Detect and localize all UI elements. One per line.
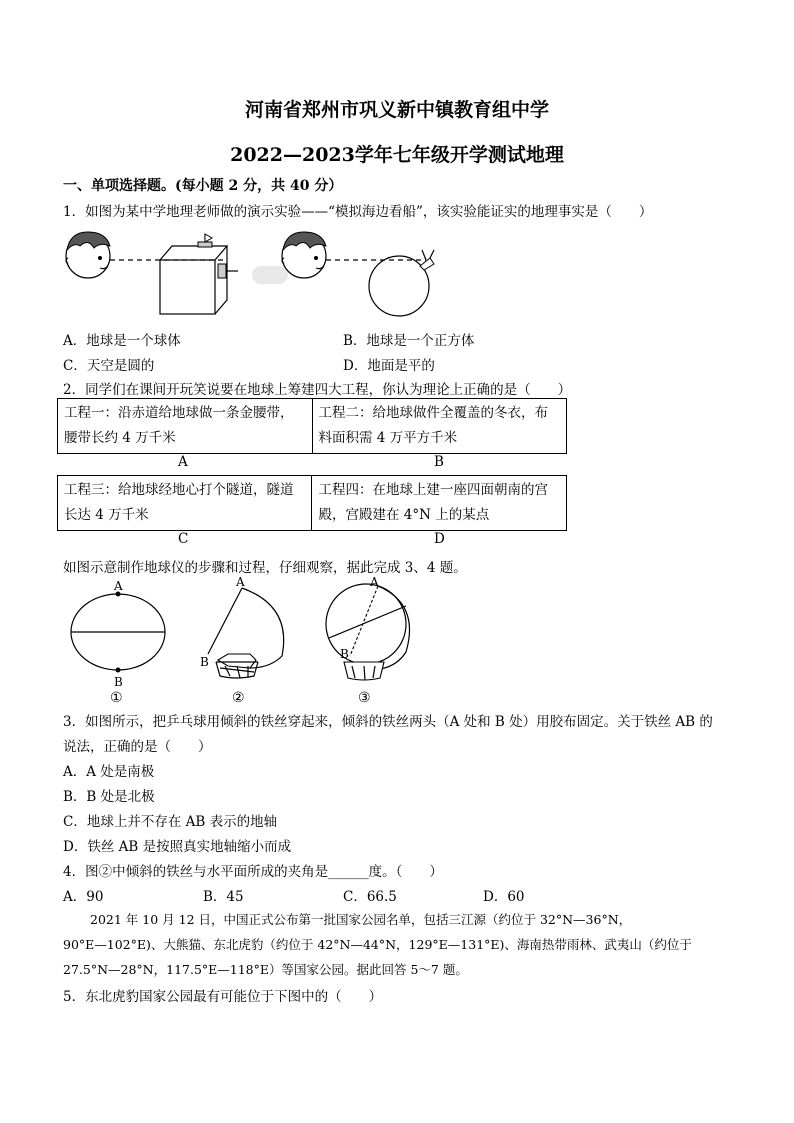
project-table-bottom xyxy=(57,475,567,531)
page-subtitle: 2022—2023学年七年级开学测试地理 xyxy=(230,144,564,166)
question-3-option-a: A．A 处是南极 xyxy=(63,764,155,780)
step2-label-a: A xyxy=(236,575,245,589)
question-5-stem: 5．东北虎豹国家公园最有可能位于下图中的（ ） xyxy=(63,989,383,1005)
project-table-top xyxy=(57,398,567,454)
question-3-stem-line1: 3．如图所示，把乒乓球用倾斜的铁丝穿起来，倾斜的铁丝两头（A 处和 B 处）用胶布固定。关于铁丝 AB 的 xyxy=(63,714,713,730)
globe-step-1 xyxy=(71,592,165,673)
question-4-option-d: D．60 xyxy=(483,889,525,905)
question-1-option-d: D．地面是平的 xyxy=(343,358,435,374)
question-1-stem: 1．如图为某中学地理老师做的演示实验——“模拟海边看船”，该实验能证实的地理事实是（ ） xyxy=(63,204,653,220)
question-3-option-b: B．B 处是北极 xyxy=(63,789,155,805)
project-2-cell: 工程二：给地球做件全覆盖的冬衣，布料面积需 4 万平方千米 xyxy=(312,399,567,454)
ship-experiment-figure xyxy=(60,220,460,320)
project-1-cell: 工程一：沿赤道给地球做一条金腰带，腰带长约 4 万千米 xyxy=(58,399,313,454)
question-3-option-d: D．铁丝 AB 是按照真实地轴缩小而成 xyxy=(63,839,292,855)
step3-number: ③ xyxy=(358,690,371,706)
choice-label-c: C xyxy=(178,531,189,547)
passage-line-1: 2021 年 10 月 12 日，中国正式公布第一批国家公园名单，包括三江源（约位于 32°N—36°N， xyxy=(90,912,632,927)
globe-step-2 xyxy=(208,588,284,678)
question-1-option-b: B．地球是一个正方体 xyxy=(343,333,475,349)
question-2-stem: 2．同学们在课间开玩笑说要在地球上筹建四大工程，你认为理论上正确的是（ ） xyxy=(63,382,572,398)
question-4-stem: 4．图②中倾斜的铁丝与水平面所成的夹角是______度。（ ） xyxy=(63,864,443,880)
passage-line-3: 27.5°N—28°N，117.5°E—118°E）等国家公园。据此回答 5～7 题。 xyxy=(63,962,468,977)
step1-label-b: B xyxy=(114,675,123,689)
cube-model xyxy=(160,234,238,314)
choice-label-d: D xyxy=(434,531,445,547)
question-4-option-c: C．66.5 xyxy=(343,889,397,905)
section-heading: 一、单项选择题。(每小题 2 分，共 40 分） xyxy=(63,178,343,194)
globe-step-3 xyxy=(326,584,410,680)
step3-label-a: A xyxy=(370,575,379,589)
project-4-cell: 工程四：在地球上建一座四面朝南的宫殿，宫殿建在 4°N 上的某点 xyxy=(312,476,567,531)
question-3-option-c: C．地球上并不存在 AB 表示的地轴 xyxy=(63,814,278,830)
intro-questions-3-4: 如图示意制作地球仪的步骤和过程，仔细观察，据此完成 3、4 题。 xyxy=(63,560,467,576)
step2-label-b: B xyxy=(200,655,209,669)
observer-face-left xyxy=(66,232,110,278)
passage-line-2: 90°E—102°E)、大熊猫、东北虎豹（约位于 42°N—44°N，129°E—131°E)、海南热带雨林、武夷山（约位于 xyxy=(63,937,692,952)
choice-label-b: B xyxy=(434,454,444,470)
step1-label-a: A xyxy=(114,579,123,593)
globe-making-figure xyxy=(60,576,420,706)
choice-label-a: A xyxy=(178,454,188,470)
step1-number: ① xyxy=(110,690,123,706)
question-1-option-a: A．地球是一个球体 xyxy=(63,333,181,349)
question-3-stem-line2: 说法，正确的是（ ） xyxy=(63,739,212,755)
question-1-option-c: C．天空是圆的 xyxy=(63,358,155,374)
step2-number: ② xyxy=(232,690,245,706)
step3-label-b: B xyxy=(340,647,349,661)
observer-face-right xyxy=(282,232,326,278)
page-title: 河南省郑州市巩义新中镇教育组中学 xyxy=(244,99,549,121)
question-4-option-b: B．45 xyxy=(203,889,244,905)
project-3-cell: 工程三：给地球经地心打个隧道，隧道长达 4 万千米 xyxy=(58,476,312,531)
question-4-option-a: A．90 xyxy=(63,889,104,905)
